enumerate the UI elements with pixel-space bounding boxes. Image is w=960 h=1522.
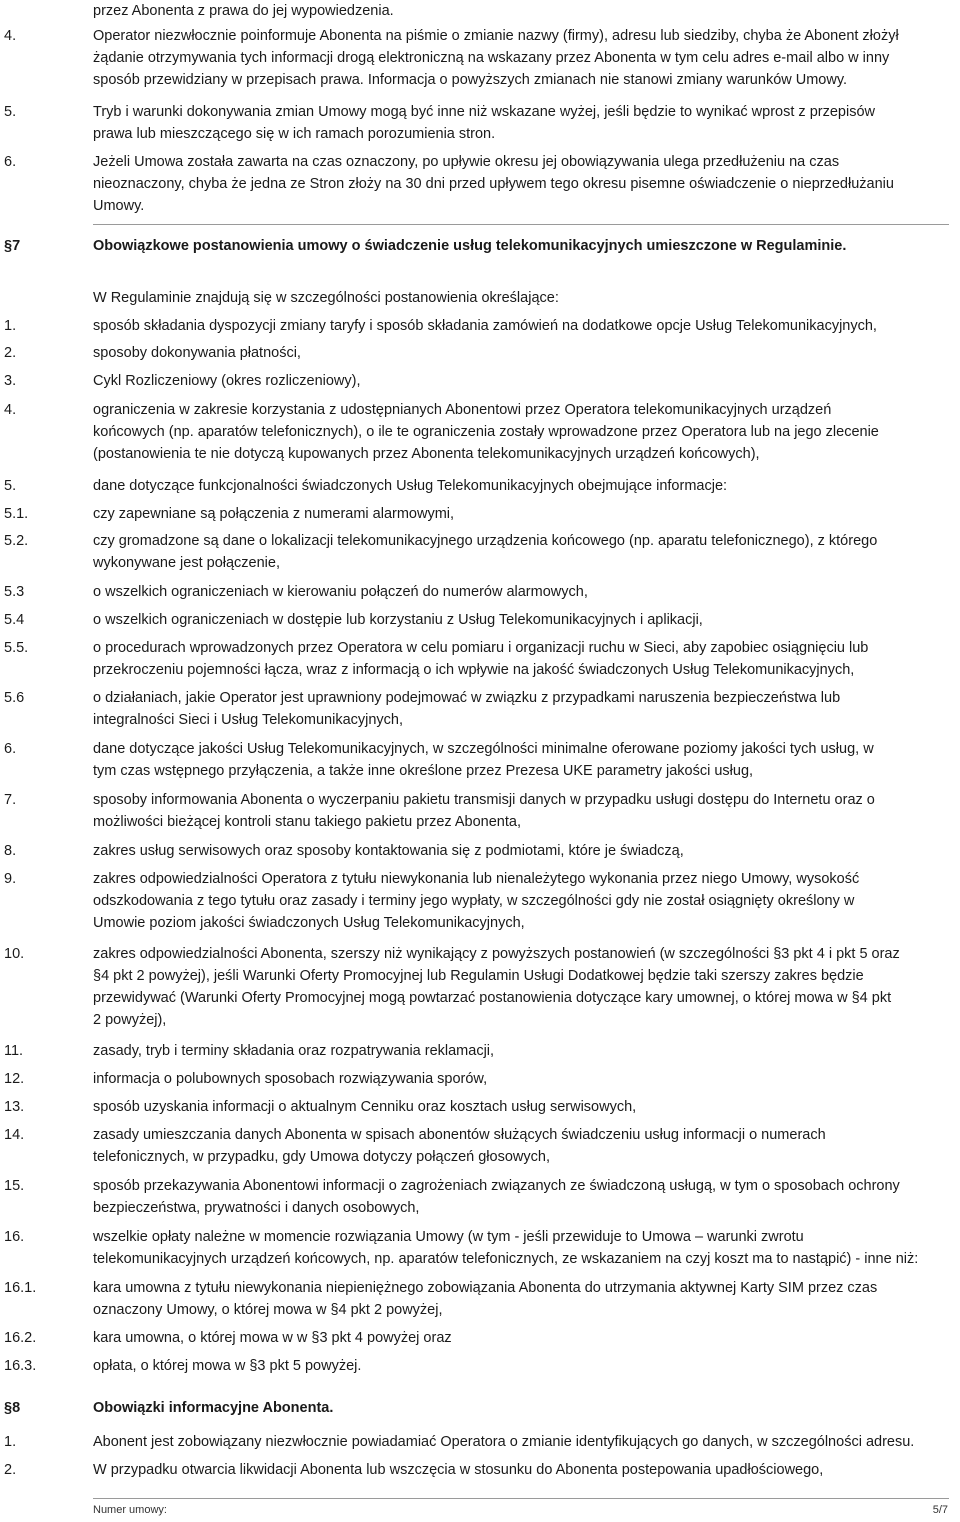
list-item-line: zasady, tryb i terminy składania oraz rozpatrywania reklamacji, <box>93 1043 495 1059</box>
list-item-number: 9. <box>4 871 17 887</box>
list-item-line: bezpieczeństwa, prywatności i danych osobowych, <box>93 1200 420 1216</box>
paragraph-line: przez Abonenta z prawa do jej wypowiedzenia. <box>93 3 394 19</box>
list-item-number: 3. <box>4 373 17 389</box>
paragraph-line: W Regulaminie znajdują się w szczególności postanowienia określające: <box>93 290 559 306</box>
list-item-line: o działaniach, jakie Operator jest uprawniony podejmować w związku z przypadkami naruszenia bezpieczeństwa lub <box>93 690 841 706</box>
contract-number-label: Numer umowy: <box>93 1504 167 1516</box>
list-item-line: możliwości bieżącej kontroli stanu takiego pakietu przez Abonenta, <box>93 814 521 830</box>
list-item-number: 6. <box>4 741 17 757</box>
list-item-line: przewidywać (Warunki Oferty Promocyjnej mogą powtarzać postanowienia dotyczące kary umownej, o której mowa w §4 pkt <box>93 990 892 1006</box>
list-item-number: 5. <box>4 104 17 120</box>
list-item-line: oznaczony Umowy, o której mowa w §4 pkt 2 powyżej, <box>93 1302 443 1318</box>
list-item-line: sposoby informowania Abonenta o wyczerpaniu pakietu transmisji danych w przypadku usługi dostępu do Internetu oraz o <box>93 792 875 808</box>
list-item-number: 5.2. <box>4 533 29 549</box>
list-item-line: o wszelkich ograniczeniach w dostępie lub korzystaniu z Usług Telekomunikacyjnych i aplikacji, <box>93 612 703 628</box>
list-item-number: 5.6 <box>4 690 25 706</box>
list-item-number: 15. <box>4 1178 25 1194</box>
list-item-number: 13. <box>4 1099 25 1115</box>
list-item-number: 5.3 <box>4 584 25 600</box>
section-number: §8 <box>4 1400 21 1416</box>
list-item-line: wykonywane jest połączenie, <box>93 555 280 571</box>
list-item-line: odszkodowania z tego tytułu oraz zasady i terminy jego wypłaty, w szczególności gdy nie został osiągnięty określony w <box>93 893 855 909</box>
list-item-number: 16.2. <box>4 1330 37 1346</box>
list-item-line: kara umowna, o której mowa w w §3 pkt 4 powyżej oraz <box>93 1330 452 1346</box>
list-item-number: 4. <box>4 402 17 418</box>
list-item-number: 14. <box>4 1127 25 1143</box>
section-title: Obowiązki informacyjne Abonenta. <box>93 1400 334 1416</box>
section-title: Obowiązkowe postanowienia umowy o świadczenie usług telekomunikacyjnych umieszczone w Regulaminie. <box>93 238 847 254</box>
list-item-line: Operator niezwłocznie poinformuje Abonenta na piśmie o zmianie nazwy (firmy), adresu lub siedziby, chyba że Abonent złożył <box>93 28 899 44</box>
list-item-number: 10. <box>4 946 25 962</box>
list-item-line: nieoznaczony, chyba że jedna ze Stron złoży na 30 dni przed upływem tego okresu pisemne oświadczenie o nieprzedłużaniu <box>93 176 894 192</box>
list-item-line: integralności Sieci i Usług Telekomunikacyjnych, <box>93 712 404 728</box>
list-item-line: telefonicznych, w przypadku, gdy Umowa dotyczy połączeń głosowych, <box>93 1149 550 1165</box>
list-item-line: telekomunikacyjnych urządzeń końcowych, np. aparatów telefonicznych, ze wskazaniem na czyj koszt ma to nastąpić) - inne niż: <box>93 1251 919 1267</box>
list-item-line: sposób uzyskania informacji o aktualnym Cenniku oraz kosztach usług serwisowych, <box>93 1099 637 1115</box>
list-item-number: 16.1. <box>4 1280 37 1296</box>
list-item-line: Tryb i warunki dokonywania zmian Umowy mogą być inne niż wskazane wyżej, jeśli będzie to wynikać wprost z przepisów <box>93 104 875 120</box>
list-item-line: żądanie otrzymywania tych informacji drogą elektroniczną na wskazany przez Abonenta w tym celu adres e-mail albo w inny <box>93 50 890 66</box>
list-item-line: Jeżeli Umowa została zawarta na czas oznaczony, po upływie okresu jej obowiązywania ulega przedłużeniu na czas <box>93 154 840 170</box>
list-item-number: 1. <box>4 1434 17 1450</box>
page-number: 5/7 <box>932 1504 948 1516</box>
list-item-line: sposób składania dyspozycji zmiany taryfy i sposób składania zamówień na dodatkowe opcje Usług Telekomunikacyjnych, <box>93 318 877 334</box>
list-item-line: zakres usług serwisowych oraz sposoby kontaktowania się z podmiotami, które je świadczą, <box>93 843 684 859</box>
list-item-number: 16.3. <box>4 1358 37 1374</box>
list-item-line: Cykl Rozliczeniowy (okres rozliczeniowy), <box>93 373 361 389</box>
list-item-line: prawa lub mieszczącego się w ich ramach porozumienia stron. <box>93 126 496 142</box>
list-item-line: sposób przewidziany w przepisach prawa. Informacja o powyższych zmianach nie stanowi zmiany warunków Umowy. <box>93 72 848 88</box>
list-item-line: informacja o polubownych sposobach rozwiązywania sporów, <box>93 1071 488 1087</box>
list-item-number: 5.1. <box>4 506 29 522</box>
list-item-line: Umowy. <box>93 198 145 214</box>
list-item-number: 11. <box>4 1043 24 1059</box>
section-divider <box>93 224 949 225</box>
list-item-number: 5.5. <box>4 640 29 656</box>
list-item-line: czy zapewniane są połączenia z numerami alarmowymi, <box>93 506 455 522</box>
list-item-line: przekroczeniu pojemności łącza, wraz z informacją o ich wpływie na jakość świadczonych Usług Telekomunikacyjnych, <box>93 662 855 678</box>
list-item-line: Umowie poziom jakości świadczonych Usług Telekomunikacyjnych, <box>93 915 525 931</box>
list-item-line: zasady umieszczania danych Abonenta w spisach abonentów służących świadczeniu usług informacji o numerach <box>93 1127 826 1143</box>
list-item-line: dane dotyczące jakości Usług Telekomunikacyjnych, w szczególności minimalne oferowane poziomy jakości tych usług, w <box>93 741 874 757</box>
list-item-line: o procedurach wprowadzonych przez Operatora w celu pomiaru i organizacji ruchu w Sieci, aby zapobiec osiągnięciu lub <box>93 640 869 656</box>
list-item-line: sposoby dokonywania płatności, <box>93 345 301 361</box>
list-item-number: 8. <box>4 843 17 859</box>
list-item-number: 6. <box>4 154 17 170</box>
list-item-line: o wszelkich ograniczeniach w kierowaniu połączeń do numerów alarmowych, <box>93 584 588 600</box>
list-item-number: 5. <box>4 478 17 494</box>
section-number: §7 <box>4 238 21 254</box>
list-item-line: ograniczenia w zakresie korzystania z udostępnianych Abonentowi przez Operatora telekomunikacyjnych urządzeń <box>93 402 832 418</box>
list-item-number: 12. <box>4 1071 25 1087</box>
list-item-line: kara umowna z tytułu niewykonania niepieniężnego zobowiązania Abonenta do utrzymania aktywnej Karty SIM przez czas <box>93 1280 878 1296</box>
list-item-line: tym czas wstępnego przyłączenia, a także inne określone przez Prezesa UKE parametry jakości usług, <box>93 763 754 779</box>
list-item-line: 2 powyżej), <box>93 1012 167 1028</box>
list-item-line: W przypadku otwarcia likwidacji Abonenta lub wszczęcia w stosunku do Abonenta postepowania upadłościowego, <box>93 1462 824 1478</box>
list-item-line: czy gromadzone są dane o lokalizacji telekomunikacyjnego urządzenia końcowego (np. aparatu telefonicznego), z którego <box>93 533 878 549</box>
list-item-number: 2. <box>4 1462 17 1478</box>
list-item-number: 2. <box>4 345 17 361</box>
list-item-line: §4 pkt 2 powyżej), jeśli Warunki Oferty Promocyjnej lub Regulamin Usługi Dodatkowej będzie taki szerszy zakres będzie <box>93 968 864 984</box>
list-item-line: dane dotyczące funkcjonalności świadczonych Usług Telekomunikacyjnych obejmujące informacje: <box>93 478 728 494</box>
list-item-line: opłata, o której mowa w §3 pkt 5 powyżej. <box>93 1358 362 1374</box>
list-item-number: 1. <box>4 318 17 334</box>
footer-divider <box>93 1498 949 1499</box>
list-item-line: końcowych (np. aparatów telefonicznych), o ile te ograniczenia zostały wprowadzone przez Operatora lub na jego zlecenie <box>93 424 879 440</box>
list-item-number: 4. <box>4 28 17 44</box>
list-item-number: 7. <box>4 792 17 808</box>
list-item-line: zakres odpowiedzialności Operatora z tytułu niewykonania lub nienależytego wykonania przez niego Umowy, wysokość <box>93 871 860 887</box>
list-item-line: Abonent jest zobowiązany niezwłocznie powiadamiać Operatora o zmianie identyfikujących go danych, w szczególności adresu. <box>93 1434 915 1450</box>
list-item-number: 16. <box>4 1229 25 1245</box>
list-item-line: zakres odpowiedzialności Abonenta, szerszy niż wynikający z powyższych postanowień (w szczególności §3 pkt 4 i pkt 5 oraz <box>93 946 900 962</box>
list-item-line: wszelkie opłaty należne w momencie rozwiązania Umowy (w tym - jeśli przewiduje to Umowa – warunki zwrotu <box>93 1229 804 1245</box>
list-item-line: sposób przekazywania Abonentowi informacji o zagrożeniach związanych ze świadczoną usługą, w tym o sposobach ochrony <box>93 1178 900 1194</box>
list-item-number: 5.4 <box>4 612 25 628</box>
list-item-line: (postanowienia te nie dotyczą kupowanych przez Abonenta telekomunikacyjnych urządzeń końcowych), <box>93 446 760 462</box>
